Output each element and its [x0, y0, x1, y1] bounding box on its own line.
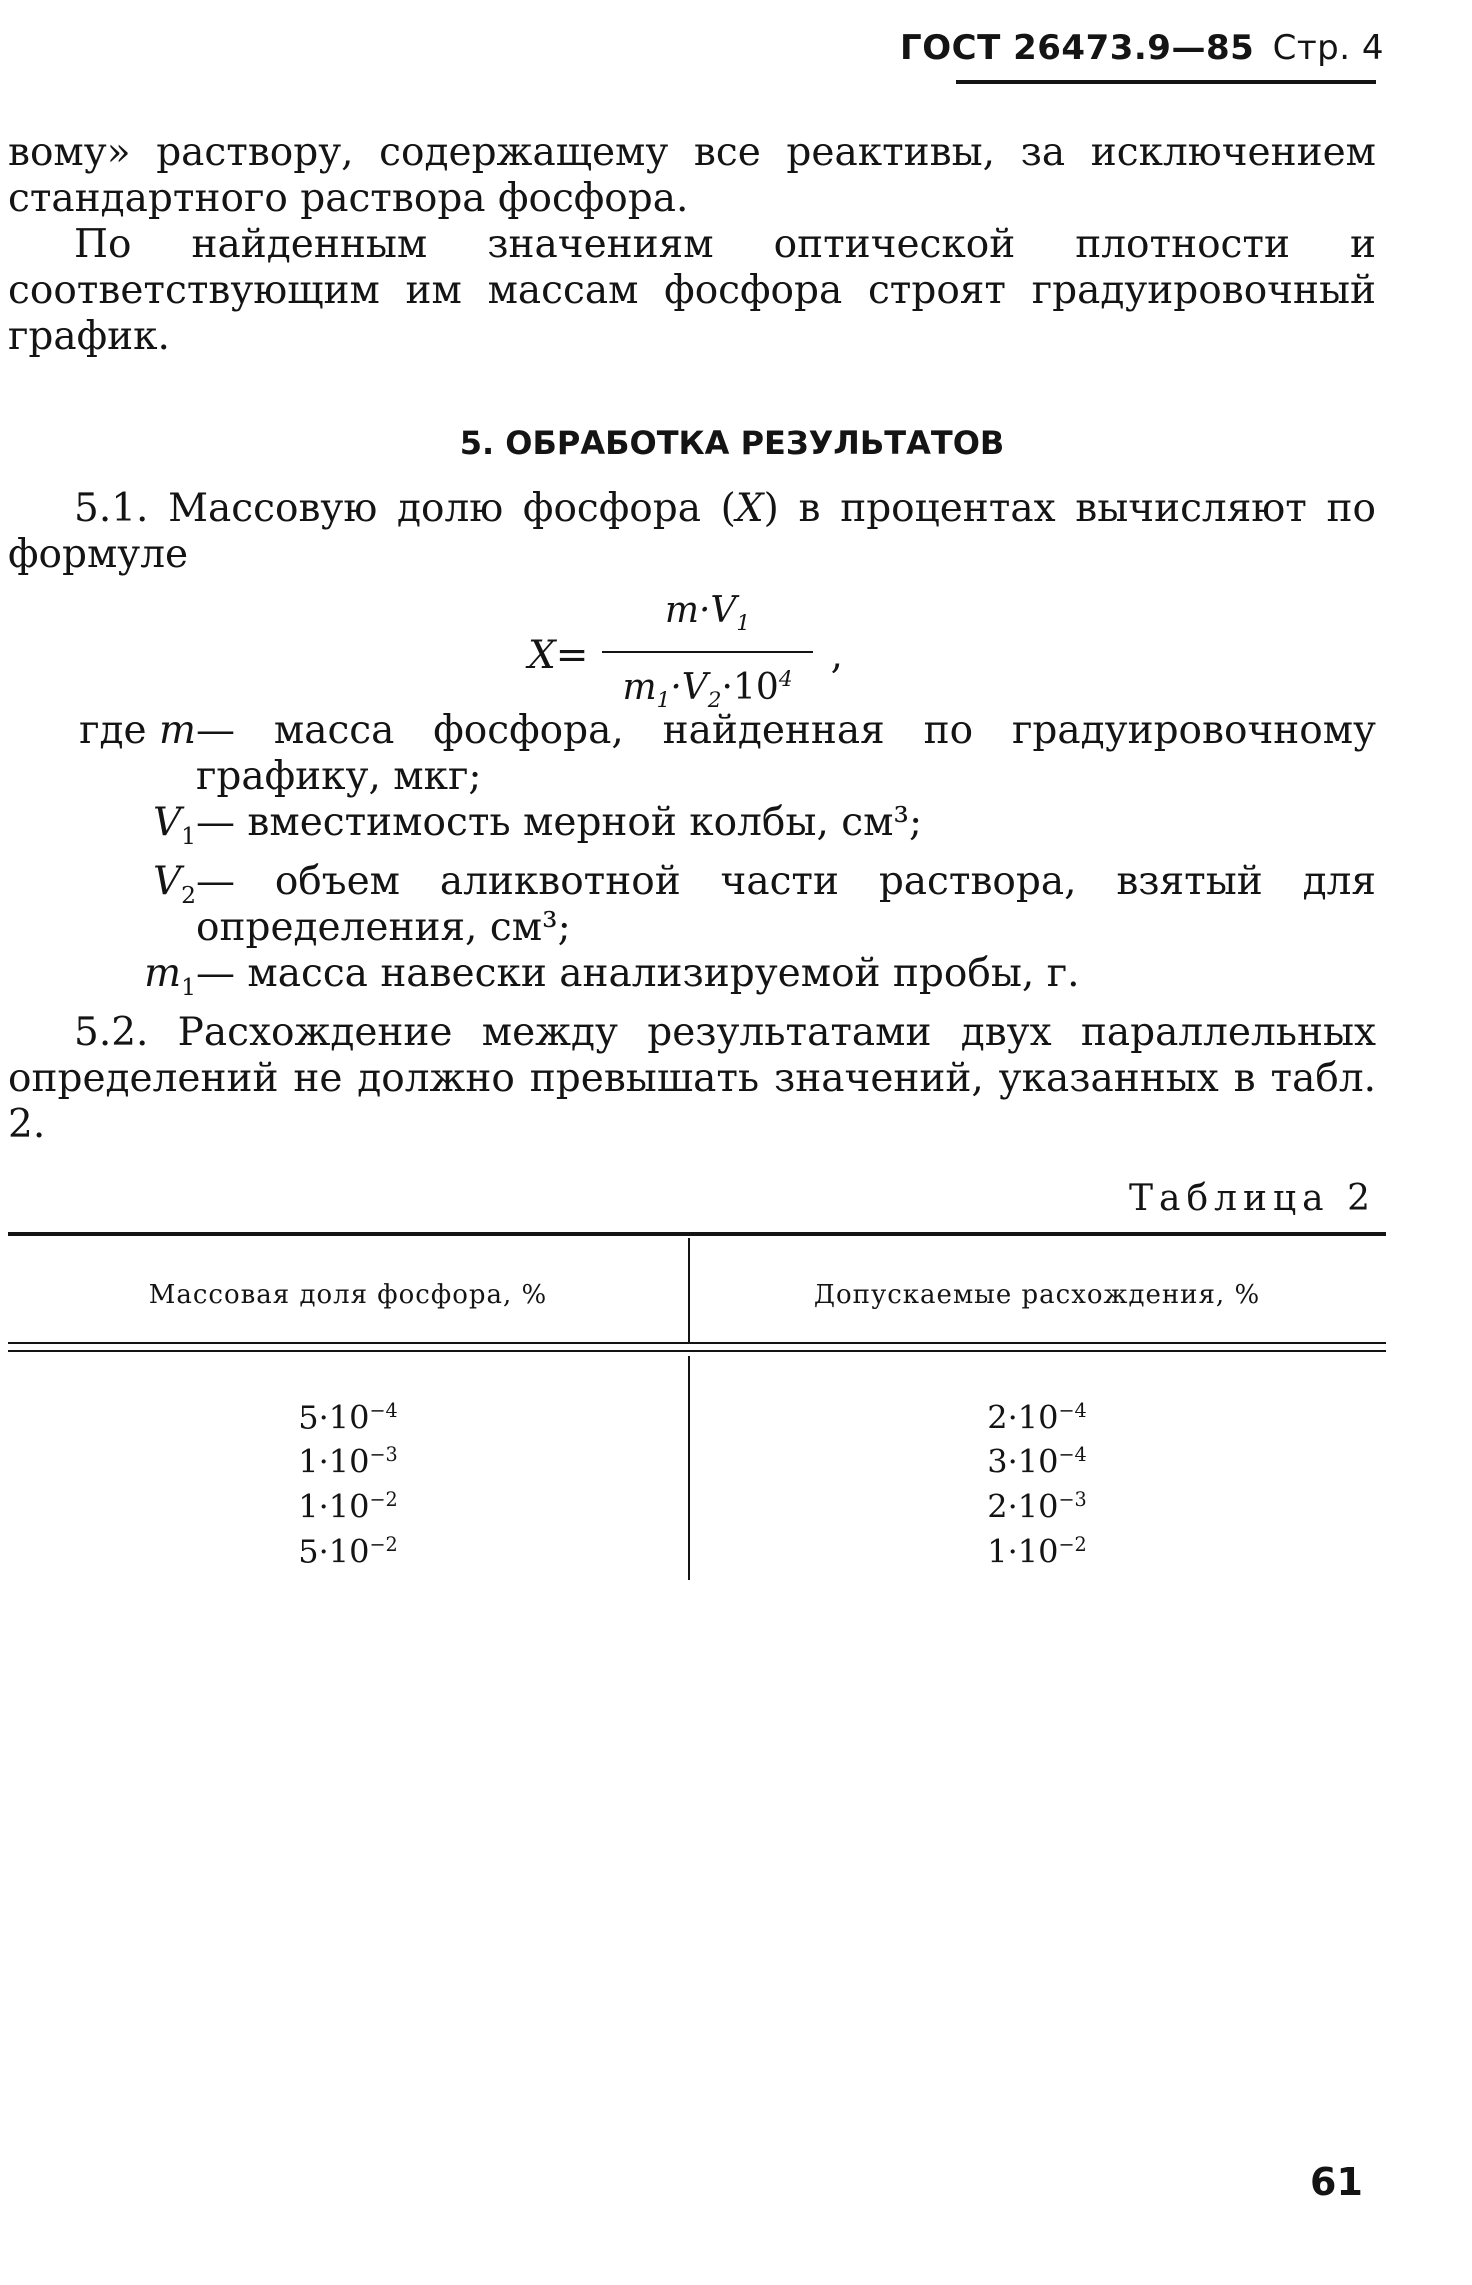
- cell-exp: −2: [369, 1487, 398, 1511]
- table-cell: [688, 1526, 1386, 1571]
- den-m-sub: 1: [656, 688, 671, 714]
- num-v: V: [710, 590, 737, 631]
- definition-text: — вместимость мерной колбы, см³;: [196, 800, 923, 845]
- table-cell: [8, 1392, 688, 1437]
- formula-fraction: [602, 588, 812, 724]
- cell-exp: −4: [1058, 1443, 1087, 1467]
- cell-exp: −2: [369, 1532, 398, 1556]
- standard-code: ГОСТ 26473.9—85: [900, 28, 1255, 68]
- formula-comma: ,: [830, 633, 843, 679]
- table-cell: [8, 1481, 688, 1526]
- formula: [528, 588, 843, 724]
- definition-v2: [8, 859, 1376, 951]
- cell-exp: −4: [369, 1398, 398, 1422]
- den-v-sub: 2: [707, 688, 722, 714]
- definition-sub: 2: [181, 880, 196, 909]
- cell-base: 5·10: [298, 1532, 370, 1571]
- formula-denominator: [602, 651, 812, 724]
- table-header-mass-fraction: Массовая доля фосфора, %: [148, 1279, 548, 1310]
- definition-text: — масса навески анализируемой пробы, г.: [196, 950, 1080, 996]
- den-m: m: [622, 667, 657, 709]
- p51-var: X: [735, 486, 764, 531]
- cell-exp: −3: [1058, 1487, 1087, 1511]
- table-caption: Таблица 2: [1129, 1177, 1376, 1219]
- page-label: Стр. 4: [1272, 28, 1384, 68]
- table-column-tolerance: [688, 1392, 1386, 1571]
- definition-m1: [8, 951, 1376, 1010]
- table-cell: [8, 1526, 688, 1571]
- table-header-tolerance: Допускаемые расхождения, %: [813, 1279, 1261, 1310]
- formula-lhs: X=: [528, 633, 589, 679]
- table-cell: [688, 1392, 1386, 1437]
- cell-base: 2·10: [987, 1487, 1059, 1526]
- table-column-mass-fraction: [8, 1392, 688, 1571]
- cell-base: 1·10: [298, 1442, 370, 1481]
- cell-exp: −2: [1058, 1532, 1087, 1556]
- running-header: [900, 28, 1384, 68]
- definition-prefix: где: [79, 708, 147, 753]
- section-heading: 5. ОБРАБОТКА РЕЗУЛЬТАТОВ: [459, 424, 1005, 462]
- p51-before: 5.1. Массовую долю фосфора (: [74, 486, 736, 531]
- formula-numerator: [635, 588, 780, 651]
- table-cell: [688, 1436, 1386, 1481]
- definition-symbol: m: [159, 708, 196, 753]
- table-header-rule: [8, 1342, 1386, 1344]
- definition-symbol: V: [152, 800, 182, 845]
- page-body: [8, 130, 1376, 1612]
- header-rule: [956, 80, 1376, 84]
- definition-sub: 1: [181, 821, 196, 850]
- cell-exp: −3: [369, 1443, 398, 1467]
- cell-base: 3·10: [987, 1442, 1059, 1481]
- paragraph-continuation: вому» раствору, содержащему все реактивы, за исключением стандартного раствора фосфора.: [8, 130, 1376, 221]
- den-dot: ·: [670, 667, 682, 709]
- definition-sub: 1: [181, 972, 196, 1001]
- table-cell: [8, 1436, 688, 1481]
- definition-symbol: V: [152, 858, 182, 904]
- paragraph-5-1: [8, 486, 1376, 578]
- cell-exp: −4: [1058, 1398, 1087, 1422]
- definition-symbol: m: [144, 950, 182, 996]
- cell-base: 1·10: [298, 1487, 370, 1526]
- cell-base: 2·10: [987, 1398, 1059, 1437]
- definition-text: — объем аликвотной части раствора, взятый для определения, см³;: [196, 858, 1376, 950]
- den-tail: ·10: [721, 667, 779, 709]
- num-m: m·: [664, 590, 711, 631]
- table-2: [8, 1232, 1386, 1612]
- num-v-sub: 1: [736, 611, 751, 637]
- table-top-rule: [8, 1232, 1386, 1236]
- paragraph-calibration: По найденным значениям оптической плотности и соответствующим им массам фосфора строят градуировочный график.: [8, 222, 1376, 359]
- p51-after: ) в процентах вычисляют по формуле: [8, 486, 1376, 577]
- table-header-rule-double: [8, 1350, 1386, 1352]
- den-tail-sup: 4: [778, 667, 793, 693]
- definition-v1: [8, 800, 1376, 859]
- definition-text: — масса фосфора, найденная по градуировочному графику, мкг;: [196, 708, 1376, 799]
- den-v: V: [681, 667, 708, 709]
- cell-base: 1·10: [987, 1532, 1059, 1571]
- cell-base: 5·10: [298, 1398, 370, 1437]
- page-number: 61: [1310, 2160, 1363, 2204]
- formula-block: [8, 578, 1376, 714]
- paragraph-5-2: 5.2. Расхождение между результатами двух параллельных определений не должно превышать значений, указанных в табл. 2.: [8, 1009, 1376, 1147]
- table-cell: [688, 1481, 1386, 1526]
